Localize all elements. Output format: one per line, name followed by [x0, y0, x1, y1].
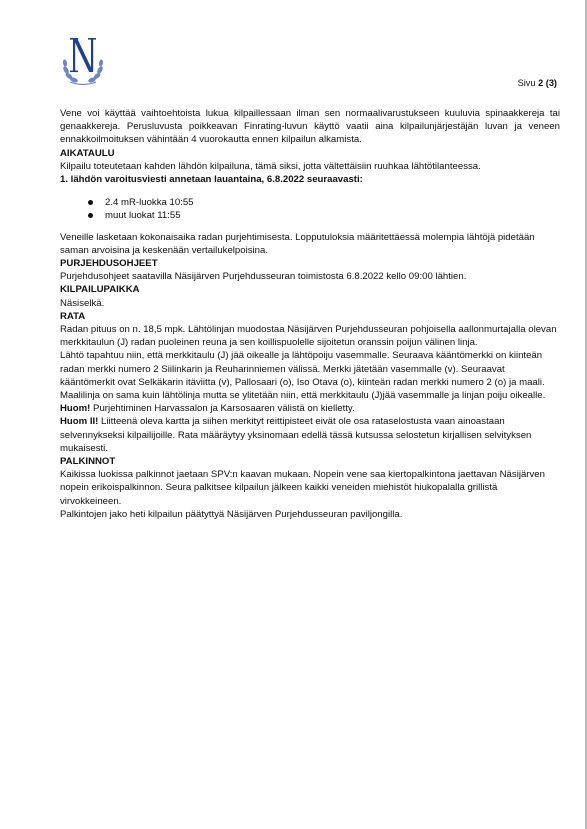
prizes-heading: PALKINNOT [60, 456, 116, 468]
schedule-heading: AIKATAULU [60, 147, 115, 159]
schedule-after: Veneille lasketaan kokonaisaika radan purjehtimisesta. Lopputuloksia määritettäessä molempia lähtöjä pidetään saman arvoisina ja keskenään vertailukelpoisina. [60, 231, 535, 256]
schedule-bold-line [60, 173, 560, 186]
page-prefix: Sivu [517, 78, 539, 88]
page-total: (3) [545, 78, 557, 88]
note-1-label: Huom! [60, 403, 91, 415]
page-number [518, 78, 557, 88]
instructions-heading: PURJEHDUSOHJEET [60, 258, 158, 270]
note-2-label: Huom II! [60, 416, 99, 428]
list-item [60, 209, 560, 222]
schedule-list [60, 196, 560, 222]
prizes-paragraph-1: Kaikissa luokissa palkinnot jaetaan SPV:n kaavan mukaan. Nopein vene saa kiertopalkintona jaettavan Näsijärven nopein erikoispalkinnon. Seura palkitsee kilpailun jälkeen kaikki veneiden miehistöt hiukopalalla grillistä virvokkeineen. [60, 469, 545, 507]
page-current: 2 [538, 78, 544, 88]
intro-paragraph: Vene voi käyttää vaihtoehtoista lukua kilpaillessaan ilman sen normaalivarustukseen kuuluvia spinaakkereja tai genaakkereja. Perusluvusta poikkeavan Finrating-luvun käyttö vaatii aina kilpailunjärjestäjän luvan ja veneen ennakkoilmoituksen vähintään 4 vuorokautta ennen kilpailun alkamista. [60, 108, 560, 146]
venue-text: Näsiselkä. [60, 297, 105, 309]
list-item [60, 196, 560, 209]
course-paragraph-1: Radan pituus on n. 18,5 mpk. Lähtölinjan muodostaa Näsijärven Purjehdusseuran pohjoisella aallonmurtajalla olevan merkkitaulun (J) radan puoleinen reuna ja sen koillispuolelle sijoitetun oranssin poijun välinen linja. [60, 324, 557, 349]
course-paragraph-2: Lähtö tapahtuu niin, että merkkitaulu (J) jää oikealle ja lähtöpoiju vasemmalle. Seuraava kääntömerkki on kiinteän radan merkki numero 2 Siilinkarin ja Reuharinniemen välissä. Merkki jätetään vasemmalle (v). Seuraavat kääntömerkit ovat Selkäkarin itäviitta (v), Pallosaari (o), Iso Otava (o), kiinteän radan merkki numero 2 (o) ja maali. Maalilinja on sama kuin lähtölinja mutta se ylitetään niin, että merkkitaulu (J)jää vasemmalle ja linjan poiju oikealle. [60, 350, 546, 402]
bullet-icon [88, 200, 93, 205]
list-item-text: muut luokat 11:55 [105, 210, 181, 222]
bullet-icon [88, 213, 93, 218]
schedule-text: Kilpailu toteutetaan kahden lähdön kilpailuna, tämä siksi, jotta vältettäisiin ruuhkaa lähtötilanteessa. [60, 160, 481, 172]
note-2-text: Liitteenä oleva kartta ja siihen merkityt reittipisteet eivät ole osa rataselostusta vaan ainoastaan selvennykseksi kilpailijoille. Rata määräytyy yksinomaan edellä tässä kutsussa selostetun kirjallisen selvityksen mukaisesti. [60, 416, 532, 454]
list-item-text: 2.4 mR-luokka 10:55 [105, 197, 194, 209]
note-1-text: Purjehtiminen Harvassalon ja Karsosaaren välistä on kielletty. [90, 403, 355, 415]
instructions-text: Purjehdusohjeet saatavilla Näsijärven Purjehdusseuran toimistosta 6.8.2022 kello 09:00 lähtien. [60, 271, 467, 283]
prizes-paragraph-2: Palkintojen jako heti kilpailun päätyttyä Näsijärven Purjehdusseuran paviljongilla. [60, 508, 403, 520]
course-heading: RATA [60, 310, 86, 322]
venue-heading: KILPAILUPAIKKA [60, 284, 140, 296]
schedule-bold-text: 1. lähdön varoitusviesti annetaan lauantaina, 6.8.2022 seuraavasti: [60, 174, 363, 186]
document-body [60, 107, 560, 521]
club-logo-icon [60, 34, 106, 88]
course-note-2 [60, 415, 560, 455]
course-note-1 [60, 402, 560, 415]
